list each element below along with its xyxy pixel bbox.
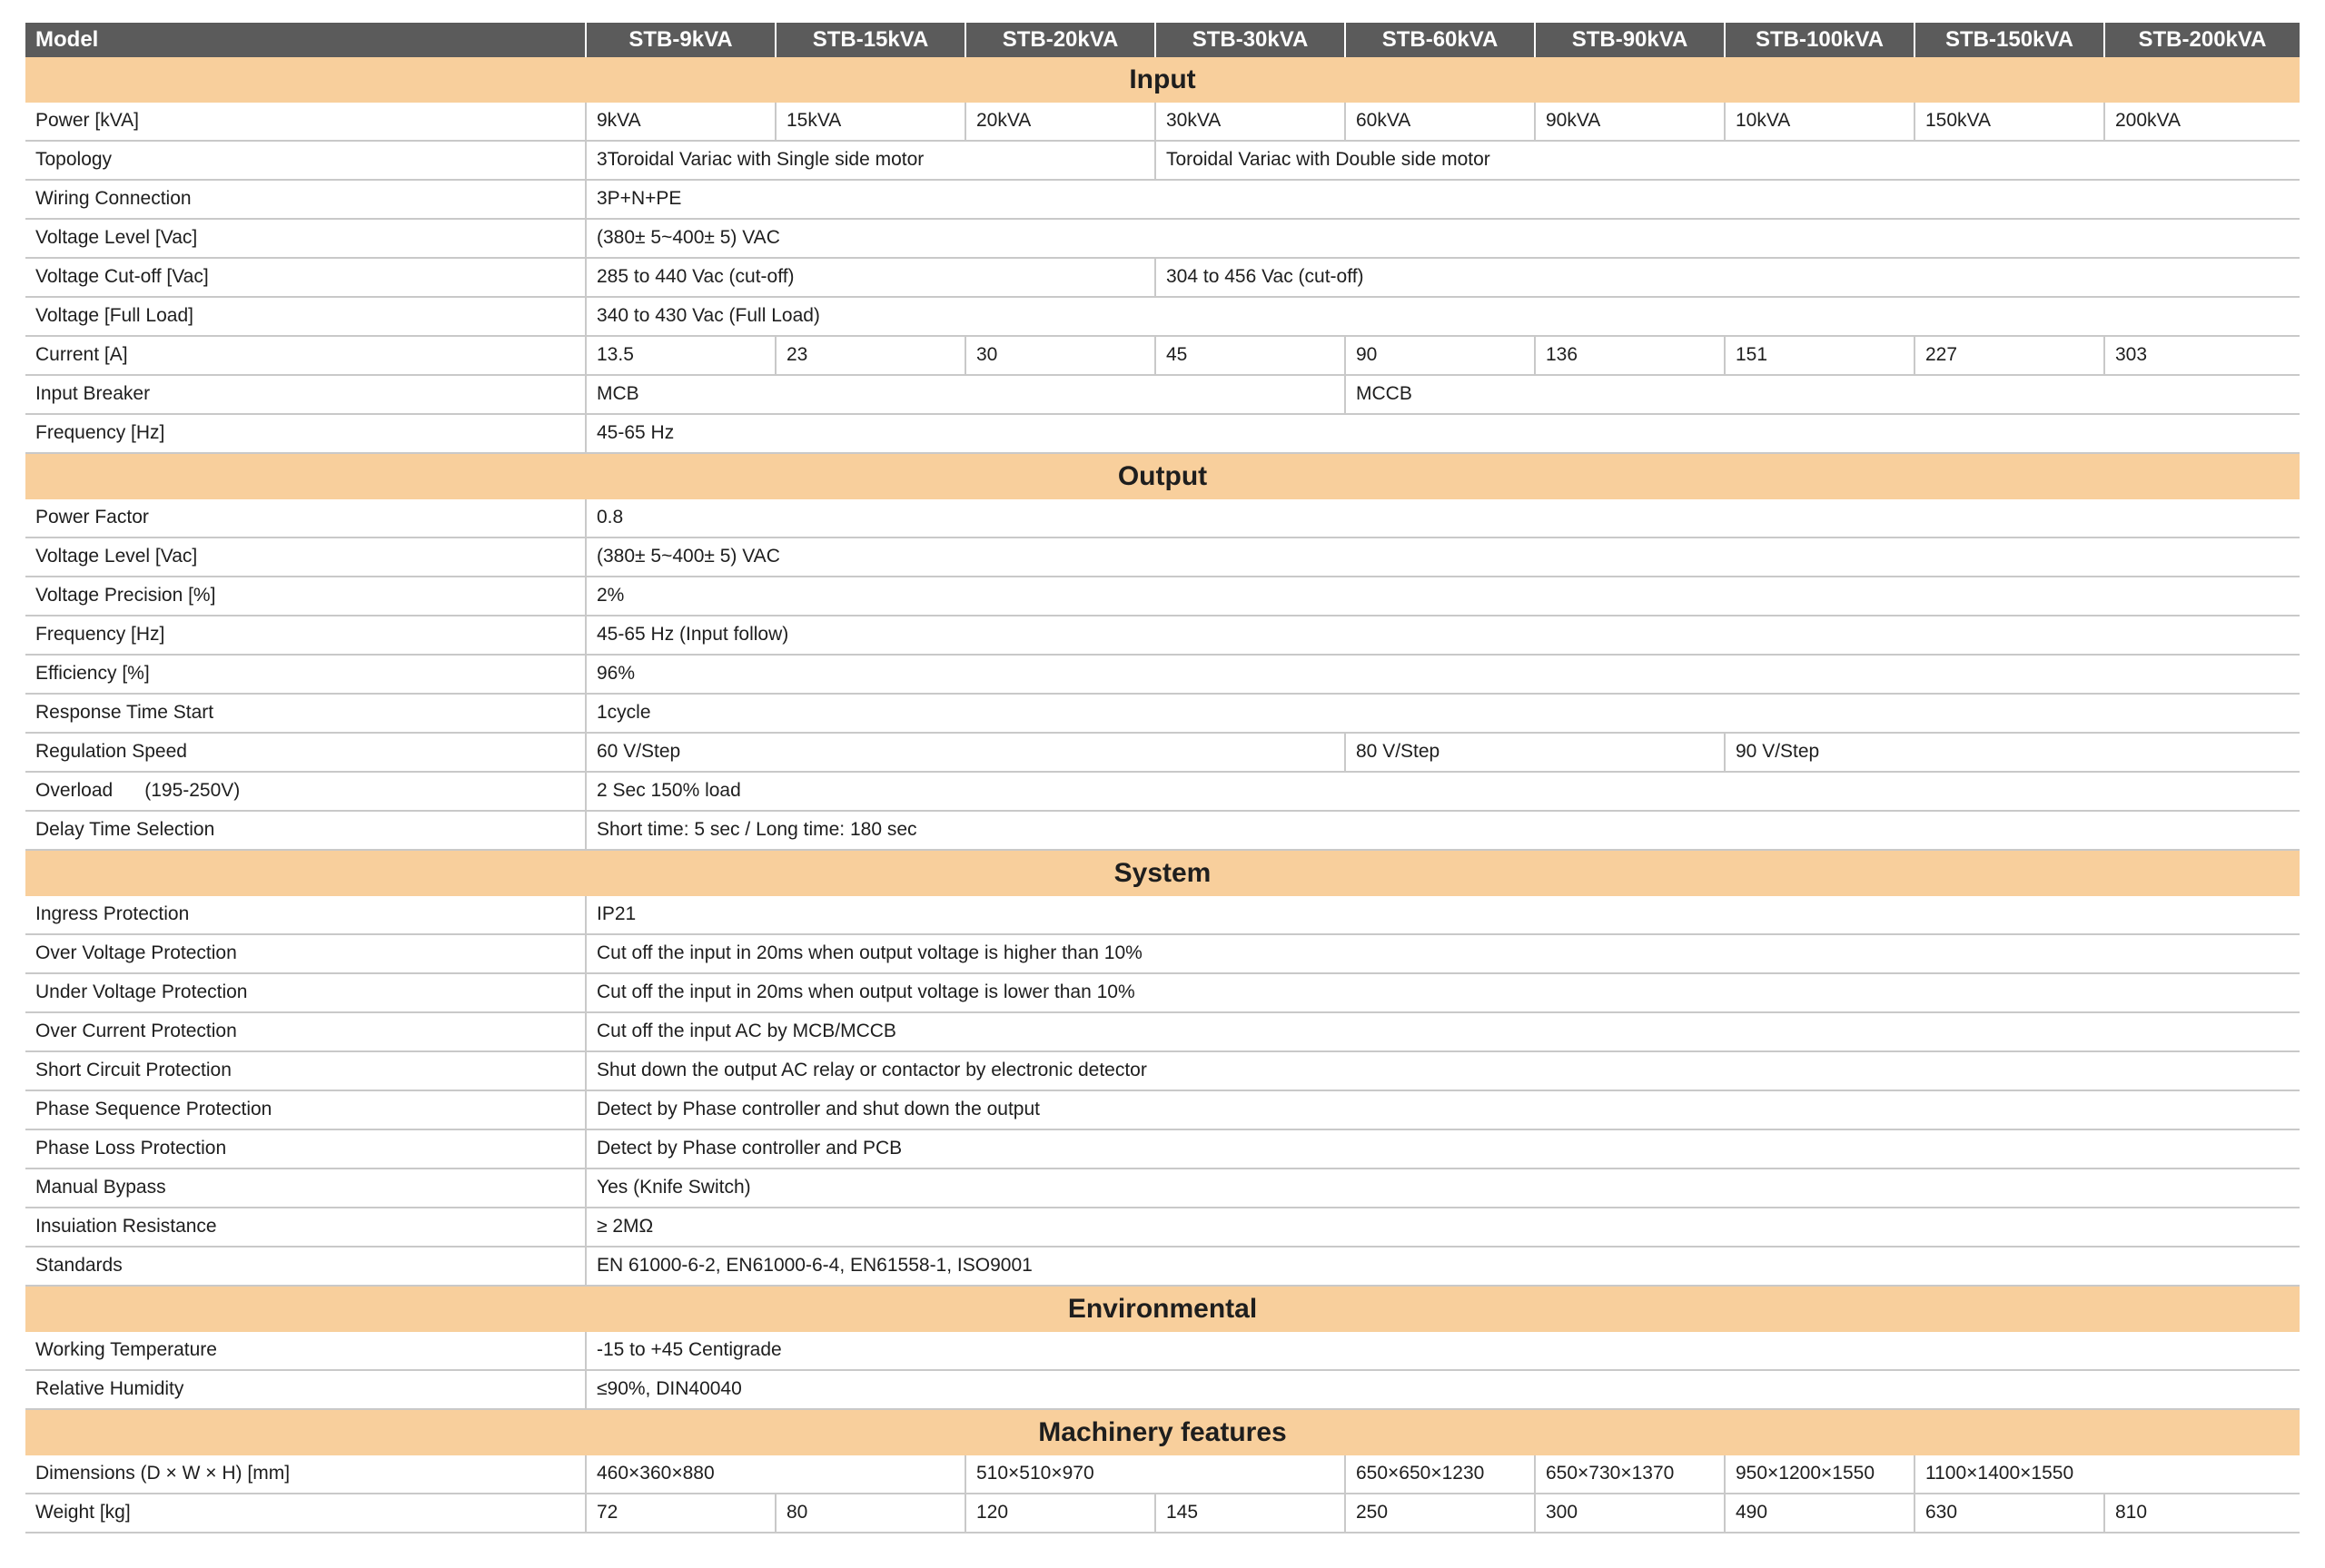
spec-row [25, 1169, 2300, 1208]
spec-value-cell: MCCB [1345, 375, 2300, 414]
spec-value-cell: Short time: 5 sec / Long time: 180 sec [586, 811, 2300, 850]
model-header-cell: STB-60kVA [1345, 23, 1535, 57]
spec-row [25, 1051, 2300, 1090]
row-label: Working Temperature [25, 1332, 586, 1370]
row-label: Relative Humidity [25, 1370, 586, 1409]
spec-value-cell: 0.8 [586, 499, 2300, 537]
spec-value-cell: 10kVA [1725, 103, 1914, 141]
spec-row [25, 616, 2300, 655]
spec-row [25, 1370, 2300, 1409]
spec-value-cell: 510×510×970 [965, 1455, 1345, 1494]
spec-value-cell: Cut off the input AC by MCB/MCCB [586, 1012, 2300, 1051]
spec-value-cell: 650×730×1370 [1535, 1455, 1725, 1494]
section-header-system [25, 850, 2300, 896]
row-label: Power [kVA] [25, 103, 586, 141]
spec-value-cell: 90 [1345, 336, 1535, 375]
spec-value-cell: 45 [1155, 336, 1345, 375]
spec-value-cell: 80 V/Step [1345, 733, 1725, 772]
spec-row [25, 694, 2300, 733]
model-header-row [25, 23, 2300, 57]
row-label: Manual Bypass [25, 1169, 586, 1208]
spec-value-cell: 490 [1725, 1494, 1914, 1533]
section-title-text: Machinery features [1038, 1416, 1287, 1447]
spec-value-cell: Detect by Phase controller and PCB [586, 1129, 2300, 1169]
row-label: Current [A] [25, 336, 586, 375]
spec-row [25, 537, 2300, 577]
spec-value-cell: 72 [586, 1494, 776, 1533]
spec-value-cell: 340 to 430 Vac (Full Load) [586, 297, 2300, 336]
row-label: Phase Loss Protection [25, 1129, 586, 1169]
row-label: Power Factor [25, 499, 586, 537]
spec-row [25, 414, 2300, 453]
spec-value-cell: 2 Sec 150% load [586, 772, 2300, 811]
spec-row [25, 336, 2300, 375]
spec-value-cell: Cut off the input in 20ms when output voltage is higher than 10% [586, 934, 2300, 973]
model-header-cell: STB-90kVA [1535, 23, 1725, 57]
spec-value-cell: ≥ 2MΩ [586, 1208, 2300, 1247]
row-label: Under Voltage Protection [25, 973, 586, 1012]
spec-value-cell: 3P+N+PE [586, 180, 2300, 219]
spec-value-cell: 45-65 Hz [586, 414, 2300, 453]
spec-value-cell: 23 [776, 336, 965, 375]
section-title-text: System [1113, 857, 1212, 888]
spec-value-cell: 150kVA [1914, 103, 2104, 141]
spec-value-cell: 285 to 440 Vac (cut-off) [586, 258, 1155, 297]
row-label: Standards [25, 1247, 586, 1286]
spec-value-cell: IP21 [586, 896, 2300, 934]
spec-value-cell: 30 [965, 336, 1155, 375]
spec-value-cell: 20kVA [965, 103, 1155, 141]
spec-value-cell: ≤90%, DIN40040 [586, 1370, 2300, 1409]
row-label: Response Time Start [25, 694, 586, 733]
spec-value-cell: 250 [1345, 1494, 1535, 1533]
row-label: Ingress Protection [25, 896, 586, 934]
spec-value-cell: 145 [1155, 1494, 1345, 1533]
section-header-environmental [25, 1286, 2300, 1332]
spec-row [25, 1455, 2300, 1494]
spec-row [25, 297, 2300, 336]
spec-value-cell: 630 [1914, 1494, 2104, 1533]
row-label: Over Current Protection [25, 1012, 586, 1051]
spec-value-cell: Toroidal Variac with Double side motor [1155, 141, 2300, 180]
section-title [25, 453, 2300, 499]
spec-value-cell: Cut off the input in 20ms when output voltage is lower than 10% [586, 973, 2300, 1012]
spec-row [25, 180, 2300, 219]
spec-row [25, 1090, 2300, 1129]
spec-value-cell: 13.5 [586, 336, 776, 375]
spec-table-body [25, 23, 2300, 1533]
spec-value-cell: 30kVA [1155, 103, 1345, 141]
spec-value-cell: Yes (Knife Switch) [586, 1169, 2300, 1208]
spec-value-cell: 80 [776, 1494, 965, 1533]
row-label: Voltage [Full Load] [25, 297, 586, 336]
row-label: Weight [kg] [25, 1494, 586, 1533]
spec-value-cell: 304 to 456 Vac (cut-off) [1155, 258, 2300, 297]
spec-row [25, 375, 2300, 414]
spec-row [25, 896, 2300, 934]
section-title-text: Input [1129, 64, 1196, 94]
spec-row [25, 103, 2300, 141]
spec-value-cell: 227 [1914, 336, 2104, 375]
spec-value-cell: 15kVA [776, 103, 965, 141]
spec-row [25, 733, 2300, 772]
row-label: Wiring Connection [25, 180, 586, 219]
row-label: Input Breaker [25, 375, 586, 414]
model-header-cell: STB-100kVA [1725, 23, 1914, 57]
model-header-label: Model [25, 23, 586, 57]
spec-row [25, 499, 2300, 537]
spec-value-cell: 303 [2104, 336, 2300, 375]
model-header-cell: STB-30kVA [1155, 23, 1345, 57]
row-label: Efficiency [%] [25, 655, 586, 694]
spec-value-cell: 650×650×1230 [1345, 1455, 1535, 1494]
spec-value-cell: 60 V/Step [586, 733, 1345, 772]
section-title [25, 57, 2300, 103]
spec-row [25, 577, 2300, 616]
spec-value-cell: 1cycle [586, 694, 2300, 733]
section-title-text: Output [1117, 460, 1208, 491]
row-label: Dimensions (D × W × H) [mm] [25, 1455, 586, 1494]
row-label: Over Voltage Protection [25, 934, 586, 973]
spec-value-cell: 120 [965, 1494, 1155, 1533]
spec-row [25, 1012, 2300, 1051]
spec-value-cell: 300 [1535, 1494, 1725, 1533]
spec-row [25, 772, 2300, 811]
spec-row [25, 258, 2300, 297]
spec-value-cell: 151 [1725, 336, 1914, 375]
spec-value-cell: 1100×1400×1550 [1914, 1455, 2300, 1494]
spec-value-cell: -15 to +45 Centigrade [586, 1332, 2300, 1370]
spec-value-cell: 2% [586, 577, 2300, 616]
model-header-cell: STB-200kVA [2104, 23, 2300, 57]
row-label: Short Circuit Protection [25, 1051, 586, 1090]
row-label: Topology [25, 141, 586, 180]
section-header-input [25, 57, 2300, 103]
spec-value-cell: Detect by Phase controller and shut down the output [586, 1090, 2300, 1129]
spec-value-cell: (380± 5~400± 5) VAC [586, 537, 2300, 577]
spec-value-cell: (380± 5~400± 5) VAC [586, 219, 2300, 258]
spec-row [25, 1332, 2300, 1370]
row-label: Insuiation Resistance [25, 1208, 586, 1247]
row-label: Phase Sequence Protection [25, 1090, 586, 1129]
row-label: Voltage Level [Vac] [25, 219, 586, 258]
section-title [25, 1409, 2300, 1455]
spec-row [25, 1494, 2300, 1533]
spec-row [25, 1247, 2300, 1286]
row-label: Voltage Level [Vac] [25, 537, 586, 577]
spec-value-cell: 950×1200×1550 [1725, 1455, 1914, 1494]
spec-row [25, 973, 2300, 1012]
spec-row [25, 655, 2300, 694]
section-header-machinery-features [25, 1409, 2300, 1455]
spec-row [25, 141, 2300, 180]
section-title [25, 850, 2300, 896]
row-label: Frequency [Hz] [25, 616, 586, 655]
row-label: Delay Time Selection [25, 811, 586, 850]
spec-row [25, 1129, 2300, 1169]
section-header-output [25, 453, 2300, 499]
spec-value-cell: 96% [586, 655, 2300, 694]
spec-value-cell: 3Toroidal Variac with Single side motor [586, 141, 1155, 180]
spec-row [25, 219, 2300, 258]
row-label: Regulation Speed [25, 733, 586, 772]
spec-value-cell: Shut down the output AC relay or contactor by electronic detector [586, 1051, 2300, 1090]
spec-value-cell: 460×360×880 [586, 1455, 965, 1494]
model-header-cell: STB-20kVA [965, 23, 1155, 57]
row-label: Overload (195-250V) [25, 772, 586, 811]
spec-value-cell: 9kVA [586, 103, 776, 141]
spec-value-cell: 810 [2104, 1494, 2300, 1533]
section-title [25, 1286, 2300, 1332]
spec-row [25, 934, 2300, 973]
row-label: Frequency [Hz] [25, 414, 586, 453]
spec-value-cell: MCB [586, 375, 1345, 414]
spec-value-cell: 45-65 Hz (Input follow) [586, 616, 2300, 655]
spec-value-cell: EN 61000-6-2, EN61000-6-4, EN61558-1, ISO9001 [586, 1247, 2300, 1286]
section-title-text: Environmental [1067, 1293, 1258, 1324]
model-header-cell: STB-15kVA [776, 23, 965, 57]
row-label: Voltage Precision [%] [25, 577, 586, 616]
spec-value-cell: 90kVA [1535, 103, 1725, 141]
spec-row [25, 811, 2300, 850]
spec-value-cell: 136 [1535, 336, 1725, 375]
spec-value-cell: 90 V/Step [1725, 733, 2300, 772]
spec-value-cell: 60kVA [1345, 103, 1535, 141]
model-header-cell: STB-150kVA [1914, 23, 2104, 57]
model-header-cell: STB-9kVA [586, 23, 776, 57]
spec-row [25, 1208, 2300, 1247]
spec-value-cell: 200kVA [2104, 103, 2300, 141]
row-label: Voltage Cut-off [Vac] [25, 258, 586, 297]
spec-table [25, 23, 2300, 1533]
